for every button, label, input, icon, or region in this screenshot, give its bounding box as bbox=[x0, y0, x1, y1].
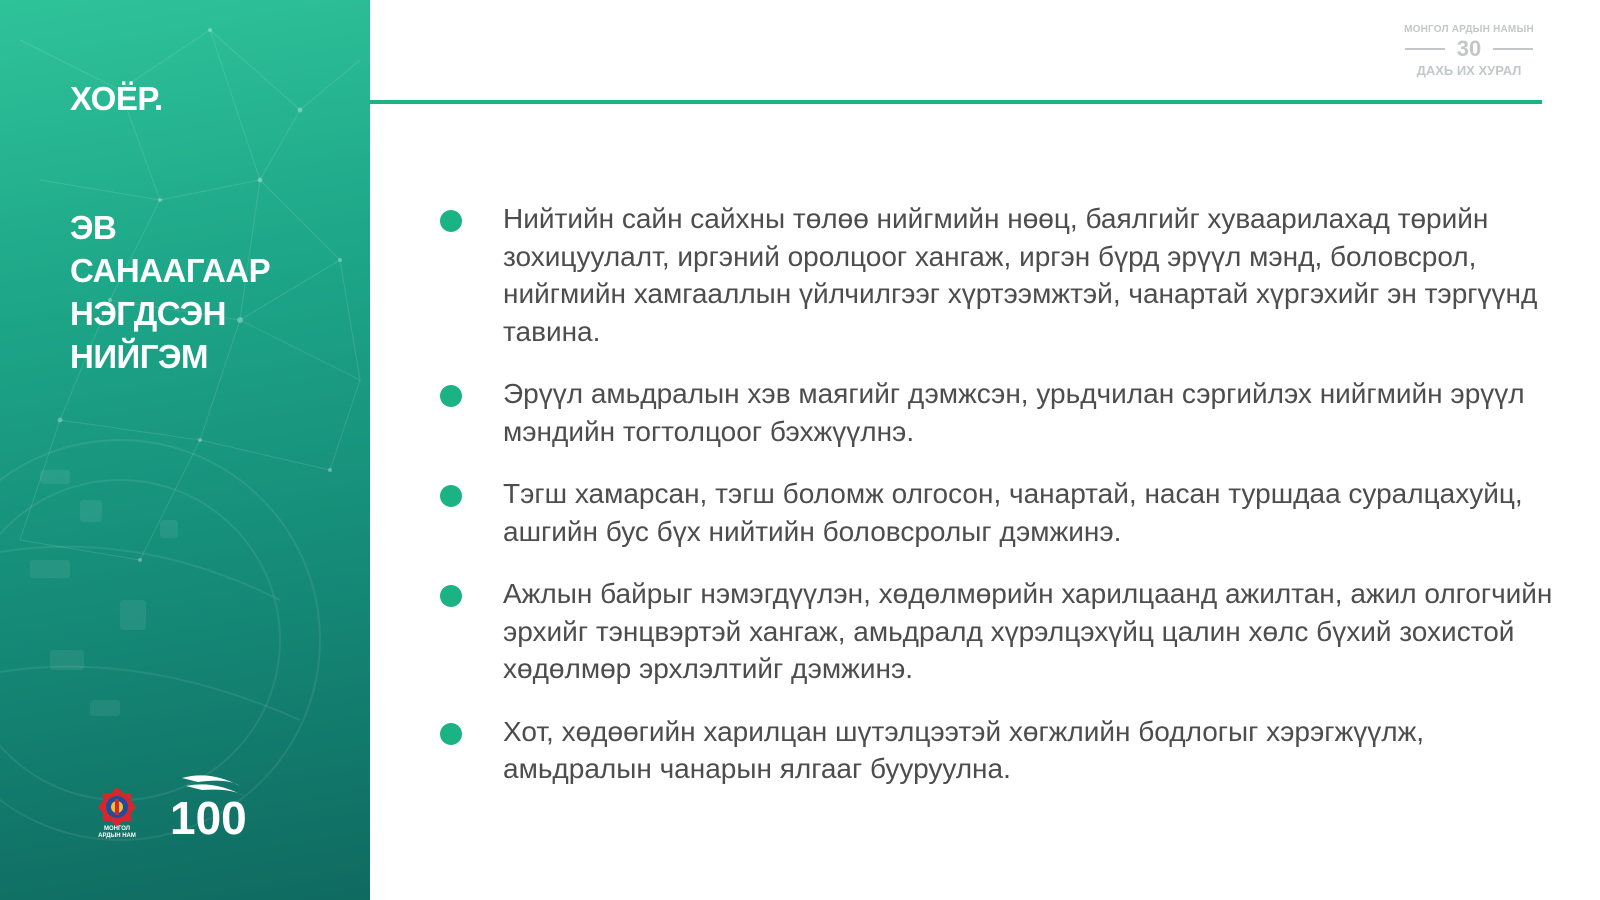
header-divider bbox=[370, 100, 1542, 104]
list-item-text: Нийтийн сайн сайхны төлөө нийгмийн нөөц, баялгийг хуваарилахад төрийн зохицуулалт, иргэний оролцоог хангаж, иргэн бүрд эрүүл мэнд, боловсрол, нийгмийн хамгааллын үйлчилгээг хүртээмжтэй, чанартай хүргэхийг эн тэргүүнд тавина. bbox=[503, 203, 1538, 347]
bullet-dot-icon bbox=[440, 210, 462, 232]
bullet-list bbox=[440, 200, 1560, 813]
list-item bbox=[440, 200, 1560, 350]
list-item-text: Тэгш хамарсан, тэгш боломж олгосон, чанартай, насан туршдаа суралцахуйц, ашгийн бус бүх нийтийн боловсролыг дэмжинэ. bbox=[503, 478, 1523, 547]
list-item-text: Хот, хөдөөгийн харилцан шүтэлцээтэй хөгжлийн бодлогыг хэрэгжүүлж, амьдралын чанарын ялгааг бууруулна. bbox=[503, 715, 1425, 784]
badge-top-text: МОНГОЛ АРДЫН НАМЫН bbox=[1404, 24, 1534, 35]
list-item bbox=[440, 475, 1560, 550]
anniversary-logo-text: 100 bbox=[170, 792, 247, 840]
sidebar-panel bbox=[0, 0, 370, 900]
badge-number-row bbox=[1398, 36, 1540, 62]
badge-number: 30 bbox=[1456, 36, 1482, 61]
section-number: ХОЁР. bbox=[70, 80, 163, 117]
bullet-dot-icon bbox=[440, 585, 462, 607]
list-item bbox=[440, 575, 1560, 688]
badge-divider-right bbox=[1493, 48, 1533, 50]
congress-badge bbox=[1398, 24, 1540, 78]
emblem-caption: МОНГОЛ АРДЫН НАМ bbox=[98, 826, 136, 839]
bullet-dot-icon bbox=[440, 385, 462, 407]
badge-bottom-text: ДАХЬ ИХ ХУРАЛ bbox=[1416, 63, 1522, 78]
network-background-graphic bbox=[0, 0, 370, 900]
list-item bbox=[440, 375, 1560, 450]
list-item-text: Ажлын байрыг нэмэгдүүлэн, хөдөлмөрийн харилцаанд ажилтан, ажил олгогчийн эрхийг тэнцвэртэй хангаж, амьдралд хүрэлцэхүйц цалин хөлс бүхий зохистой хөдөлмөр эрхлэлтийг дэмжинэ. bbox=[503, 578, 1553, 684]
anniversary-100-logo bbox=[170, 770, 270, 840]
list-item-text: Эрүүл амьдралын хэв маягийг дэмжсэн, урьдчилан сэргийлэх нийгмийн эрүүл мэндийн тогтолцоог бэхжүүлнэ. bbox=[503, 378, 1525, 447]
badge-divider-left bbox=[1405, 48, 1445, 50]
bullet-dot-icon bbox=[440, 723, 462, 745]
bullet-dot-icon bbox=[440, 485, 462, 507]
section-title: ЭВ САНААГААР НЭГДСЭН НИЙГЭМ bbox=[70, 209, 271, 375]
list-item bbox=[440, 713, 1560, 788]
